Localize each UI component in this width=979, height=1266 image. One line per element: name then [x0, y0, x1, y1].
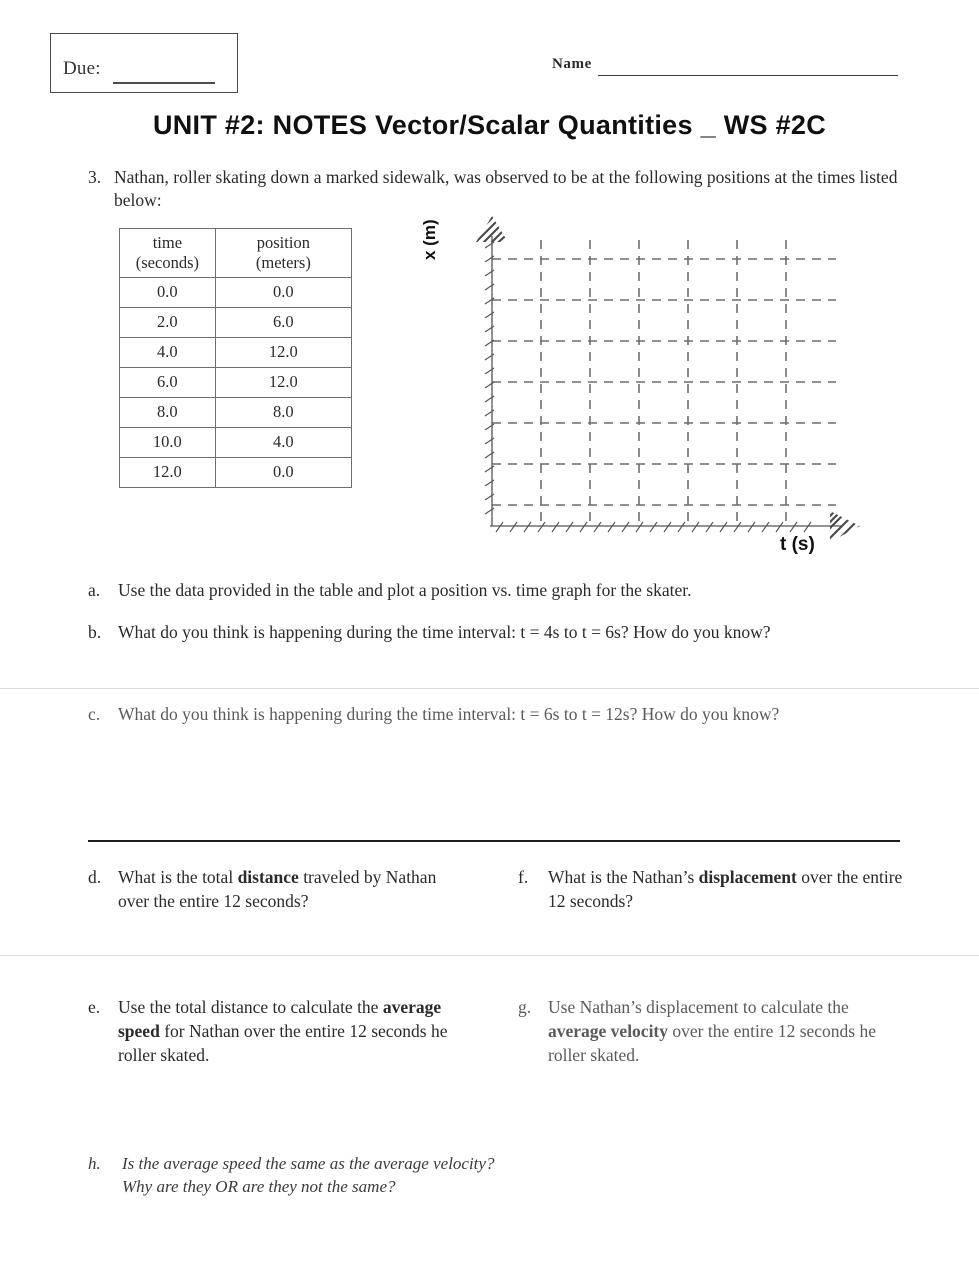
cell-position: 0.0	[215, 277, 351, 307]
due-date-box	[50, 33, 238, 93]
part-f	[518, 866, 908, 914]
table-row	[120, 427, 352, 457]
part-f-keyword: displacement	[698, 867, 797, 887]
table-header-position-line2: (meters)	[255, 252, 311, 272]
cell-time: 10.0	[120, 427, 216, 457]
part-a-text: Use the data provided in the table and plot a position vs. time graph for the skater.	[118, 580, 692, 600]
cell-time: 2.0	[120, 307, 216, 337]
part-f-letter: f.	[518, 867, 529, 887]
part-g-keyword: average velocity	[548, 1020, 669, 1041]
part-d-text	[118, 866, 448, 914]
question-number: 3.	[88, 167, 102, 187]
grid-lines-horizontal	[492, 259, 836, 505]
cell-time: 4.0	[120, 337, 216, 367]
part-f-post: over the entire 12 seconds?	[548, 867, 903, 911]
part-g-text	[548, 996, 908, 1067]
graph-grid[interactable]	[424, 212, 864, 562]
table-row	[120, 397, 352, 427]
x-axis-label: t (s)	[780, 534, 815, 555]
cell-position: 0.0	[215, 457, 351, 487]
table-header-position-line1: position	[256, 233, 310, 252]
cell-time: 12.0	[120, 457, 216, 487]
part-h-letter: h.	[88, 1154, 101, 1173]
part-e-keyword: average speed	[118, 997, 442, 1041]
page-title: UNIT #2: NOTES Vector/Scalar Quantities _ WS #2C	[152, 110, 827, 140]
part-f-text	[548, 866, 908, 914]
table-header-time-line2: (seconds)	[135, 252, 199, 272]
due-label: Due:	[63, 58, 101, 79]
table-header-time	[120, 229, 216, 278]
part-h	[88, 1152, 648, 1198]
cell-time: 8.0	[120, 397, 216, 427]
x-axis-arrowhead-icon	[822, 492, 864, 550]
cell-position: 6.0	[215, 307, 351, 337]
y-axis-arrowhead-icon	[470, 212, 516, 250]
table-header-row	[120, 229, 352, 278]
part-e-post: for Nathan over the entire 12 seconds he roller skated.	[118, 1020, 448, 1065]
due-date-write-line[interactable]	[113, 82, 215, 84]
part-d-post: traveled by Nathan over the entire 12 seconds?	[118, 867, 437, 911]
part-c-text: What do you think is happening during the time interval: t = 6s to t = 12s? How do you know?	[118, 704, 780, 724]
y-axis-line	[485, 236, 494, 526]
table-row	[120, 277, 352, 307]
part-d-keyword: distance	[237, 867, 299, 887]
part-f-pre: What is the Nathan’s	[548, 867, 699, 887]
cell-position: 4.0	[215, 427, 351, 457]
part-a	[88, 579, 868, 603]
cell-position: 12.0	[215, 367, 351, 397]
cell-position: 8.0	[215, 397, 351, 427]
part-e-letter: e.	[88, 997, 101, 1017]
name-label: Name	[552, 56, 592, 72]
table-header-time-line1: time	[152, 233, 183, 252]
part-c-letter: c.	[88, 704, 101, 724]
part-g-pre: Use Nathan’s displacement to calculate the	[548, 997, 849, 1017]
blank-position-time-graph[interactable]	[420, 212, 864, 562]
part-a-letter: a.	[88, 580, 101, 600]
cell-position: 12.0	[215, 337, 351, 367]
table-row	[120, 367, 352, 397]
part-d-pre: What is the total	[118, 867, 238, 887]
part-g-post: over the entire 12 seconds he roller skated.	[548, 1020, 876, 1065]
section-divider-rule	[88, 840, 900, 842]
part-h-line1: Is the average speed the same as the average velocity?	[122, 1154, 495, 1173]
part-b-letter: b.	[88, 622, 102, 642]
table-row	[120, 457, 352, 487]
y-axis-label: x (m)	[420, 219, 439, 260]
scan-artifact-line-lower	[0, 955, 979, 956]
question-3	[88, 166, 900, 212]
part-e-text	[118, 996, 458, 1067]
part-d	[88, 866, 448, 914]
table-row	[120, 307, 352, 337]
part-g-letter: g.	[518, 997, 532, 1017]
part-g	[518, 996, 908, 1067]
table-row	[120, 337, 352, 367]
part-b	[88, 621, 888, 645]
x-axis-line	[490, 522, 842, 532]
part-c	[88, 703, 888, 727]
name-write-line[interactable]	[598, 75, 898, 76]
part-d-letter: d.	[88, 867, 102, 887]
position-time-data-table	[119, 228, 352, 488]
part-e	[88, 996, 458, 1067]
cell-time: 0.0	[120, 277, 216, 307]
table-header-position	[215, 229, 351, 278]
scan-artifact-line-upper	[0, 688, 979, 689]
part-h-line2: Why are they OR are they not the same?	[122, 1177, 396, 1197]
part-e-pre: Use the total distance to calculate the	[118, 997, 383, 1017]
part-b-text: What do you think is happening during the time interval: t = 4s to t = 6s? How do you know?	[118, 622, 771, 642]
question-text: Nathan, roller skating down a marked sidewalk, was observed to be at the following positions at the times listed below:	[114, 167, 898, 211]
part-h-text	[122, 1152, 648, 1198]
cell-time: 6.0	[120, 367, 216, 397]
